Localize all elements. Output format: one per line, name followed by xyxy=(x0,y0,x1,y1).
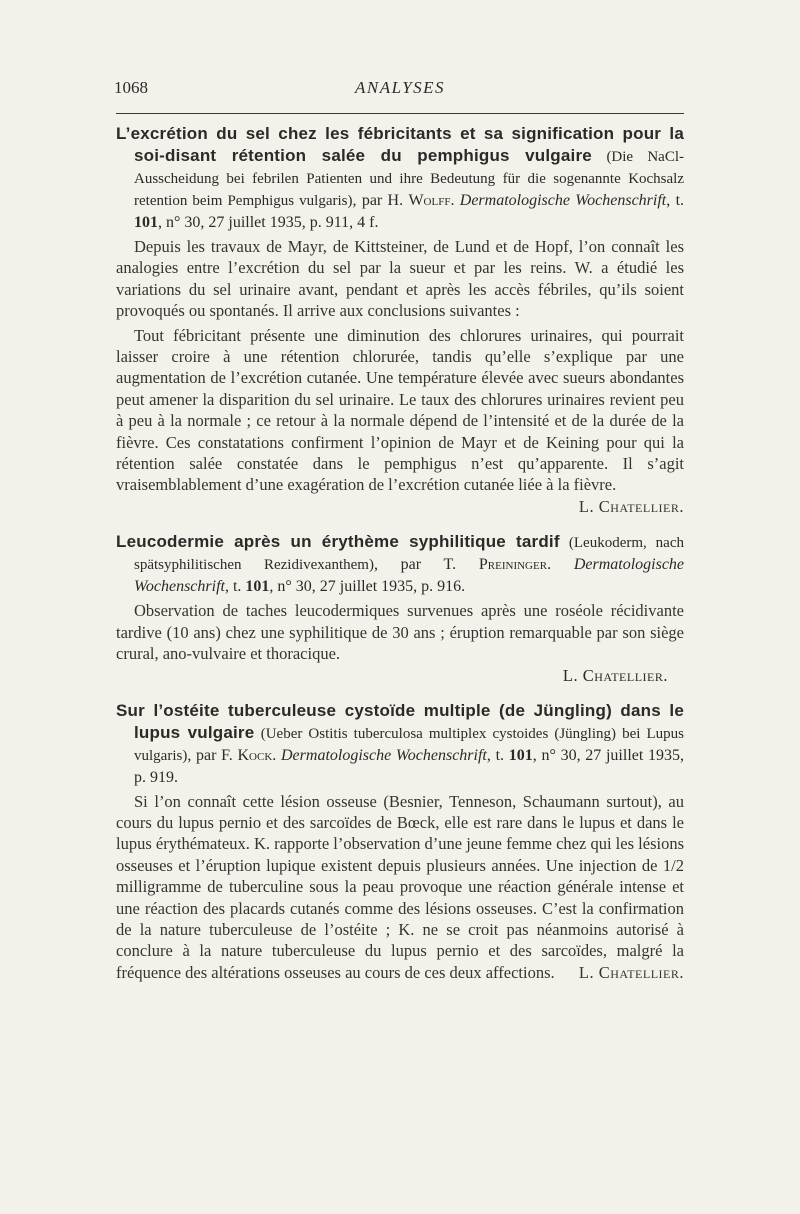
original-title: (Leukoderm, nach spätsyphilitischen Rezidivexanthem) xyxy=(134,535,685,574)
author-separator: . xyxy=(547,556,574,574)
article-paragraph-with-signature xyxy=(116,791,684,984)
section-title: ANALYSES xyxy=(354,78,446,97)
journal-volume: 101 xyxy=(134,214,158,231)
original-title: (Die NaCl-Ausscheidung bei febrilen Patienten und ihre Bedeutung für die sogenannte Kochsalz retention beim Pemphigus vulgaris) xyxy=(134,149,685,209)
author-separator: . xyxy=(450,192,460,209)
volume-prefix: , t. xyxy=(224,578,246,596)
author-prefix: , par H. xyxy=(352,192,409,209)
article-author: Preininger xyxy=(478,556,548,574)
original-title: (Ueber Ostitis tuberculosa multiplex cystoides (Jüngling) bei Lupus vulgaris) xyxy=(134,725,684,764)
article-signature: L. Chatellier. xyxy=(578,962,684,982)
article-heading xyxy=(116,531,684,597)
volume-prefix: , t. xyxy=(666,192,685,209)
journal-name: Dermatologische Wochenschrift xyxy=(134,556,685,596)
article-title: Sur l’ostéite tuberculeuse cystoïde multiple (de Jüngling) dans le lupus vulgaire xyxy=(116,700,684,742)
page-content xyxy=(116,123,684,997)
article-author: Kock xyxy=(237,746,273,764)
article-heading xyxy=(116,700,684,788)
author-prefix: , par T. xyxy=(373,556,479,574)
journal-volume: 101 xyxy=(245,578,270,596)
article-title: Leucodermie après un érythème syphilitique tardif xyxy=(116,532,560,552)
article-signature: L. Chatellier. xyxy=(562,665,668,685)
journal-citation: , n° 30, 27 juillet 1935, p. 919. xyxy=(134,746,685,786)
article-osteite-lupus xyxy=(116,700,684,984)
article-author: Wolff xyxy=(408,192,451,209)
journal-citation: , n° 30, 27 juillet 1935, p. 916. xyxy=(269,578,466,596)
author-prefix: , par F. xyxy=(187,746,238,764)
article-signature: L. Chatellier. xyxy=(578,496,684,516)
article-paragraph: Depuis les travaux de Mayr, de Kittsteiner, de Lund et de Hopf, l’on connaît les analogies entre l’excrétion du sel par la sueur et par les reins. W. a étudié les variations du sel urinaire avant, pendant et après les accès fébriles, qu’ils soient provoqués ou spontanés. Il arrive aux conclusions suivantes : xyxy=(116,237,684,321)
header-rule xyxy=(116,113,684,114)
article-salt-excretion xyxy=(116,123,684,517)
article-paragraph-with-signature xyxy=(116,325,684,518)
author-separator: . xyxy=(272,746,281,764)
volume-prefix: , t. xyxy=(486,746,509,764)
page-number: 1068 xyxy=(114,78,148,97)
article-paragraph: Observation de taches leucodermiques survenues après une roséole récidivante tardive (10 ans) chez une syphilitique de 30 ans ; éruption remarquable par son siège crural, ano-vulvaire et thoracique. xyxy=(116,601,684,664)
article-paragraph-text: Tout fébricitant présente une diminution des chlorures urinaires, qui pourrait laisser croire à une rétention chlorurée, tandis qu’elle s’explique par une augmentation de l’excrétion cutanée. Une température élevée avec sueurs abondantes peut amener la disparition du sel urinaire. Le taux des chlorures urinaires revient peu à peu à la normale ; ce retour à la normale dépend de l’intensité et de la durée de la fièvre. Ces constatations confirment l’opinion de Mayr et de Keining pour qui la rétention salée constatée dans le pemphigus n’est qu’apparente. Il s’agit vraisemblablement d’une exagération de l’excrétion cutanée liée à la fièvre. xyxy=(116,325,684,495)
journal-volume: 101 xyxy=(508,746,533,764)
journal-name: Dermatologische Wochenschrift xyxy=(281,746,487,764)
article-leucodermie xyxy=(116,531,684,685)
journal-citation: , n° 30, 27 juillet 1935, p. 911, 4 f. xyxy=(158,214,379,231)
article-title: L’excrétion du sel chez les fébricitants et sa signification pour la soi-disant rétention salée du pemphigus vulgaire xyxy=(116,124,684,165)
journal-name: Dermatologische Wochenschrift xyxy=(459,192,667,209)
running-head xyxy=(114,78,686,102)
article-paragraph-text: Si l’on connaît cette lésion osseuse (Besnier, Tenneson, Schaumann surtout), au cours du lupus pernio et des sarcoïdes de Bœck, elle est rare dans le lupus et dans le lupus érythémateux. K. rapporte l’observation d’une jeune femme chez qui les lésions osseuses et l’éruption lupique existent depuis plusieurs années. Une injection de 1/2 milligramme de tuberculine sous la peau provoque une réaction générale intense et une réaction des placards cutanés comme des lésions osseuses. C’est la confirmation de la nature tuberculeuse de l’ostéite ; K. ne se croit pas néanmoins autorisé à conclure à la nature tuberculeuse du lupus pernio et des sarcoïdes, malgré la fréquence des altérations osseuses au cours de ces deux affections. xyxy=(116,791,684,982)
article-heading xyxy=(116,123,684,233)
